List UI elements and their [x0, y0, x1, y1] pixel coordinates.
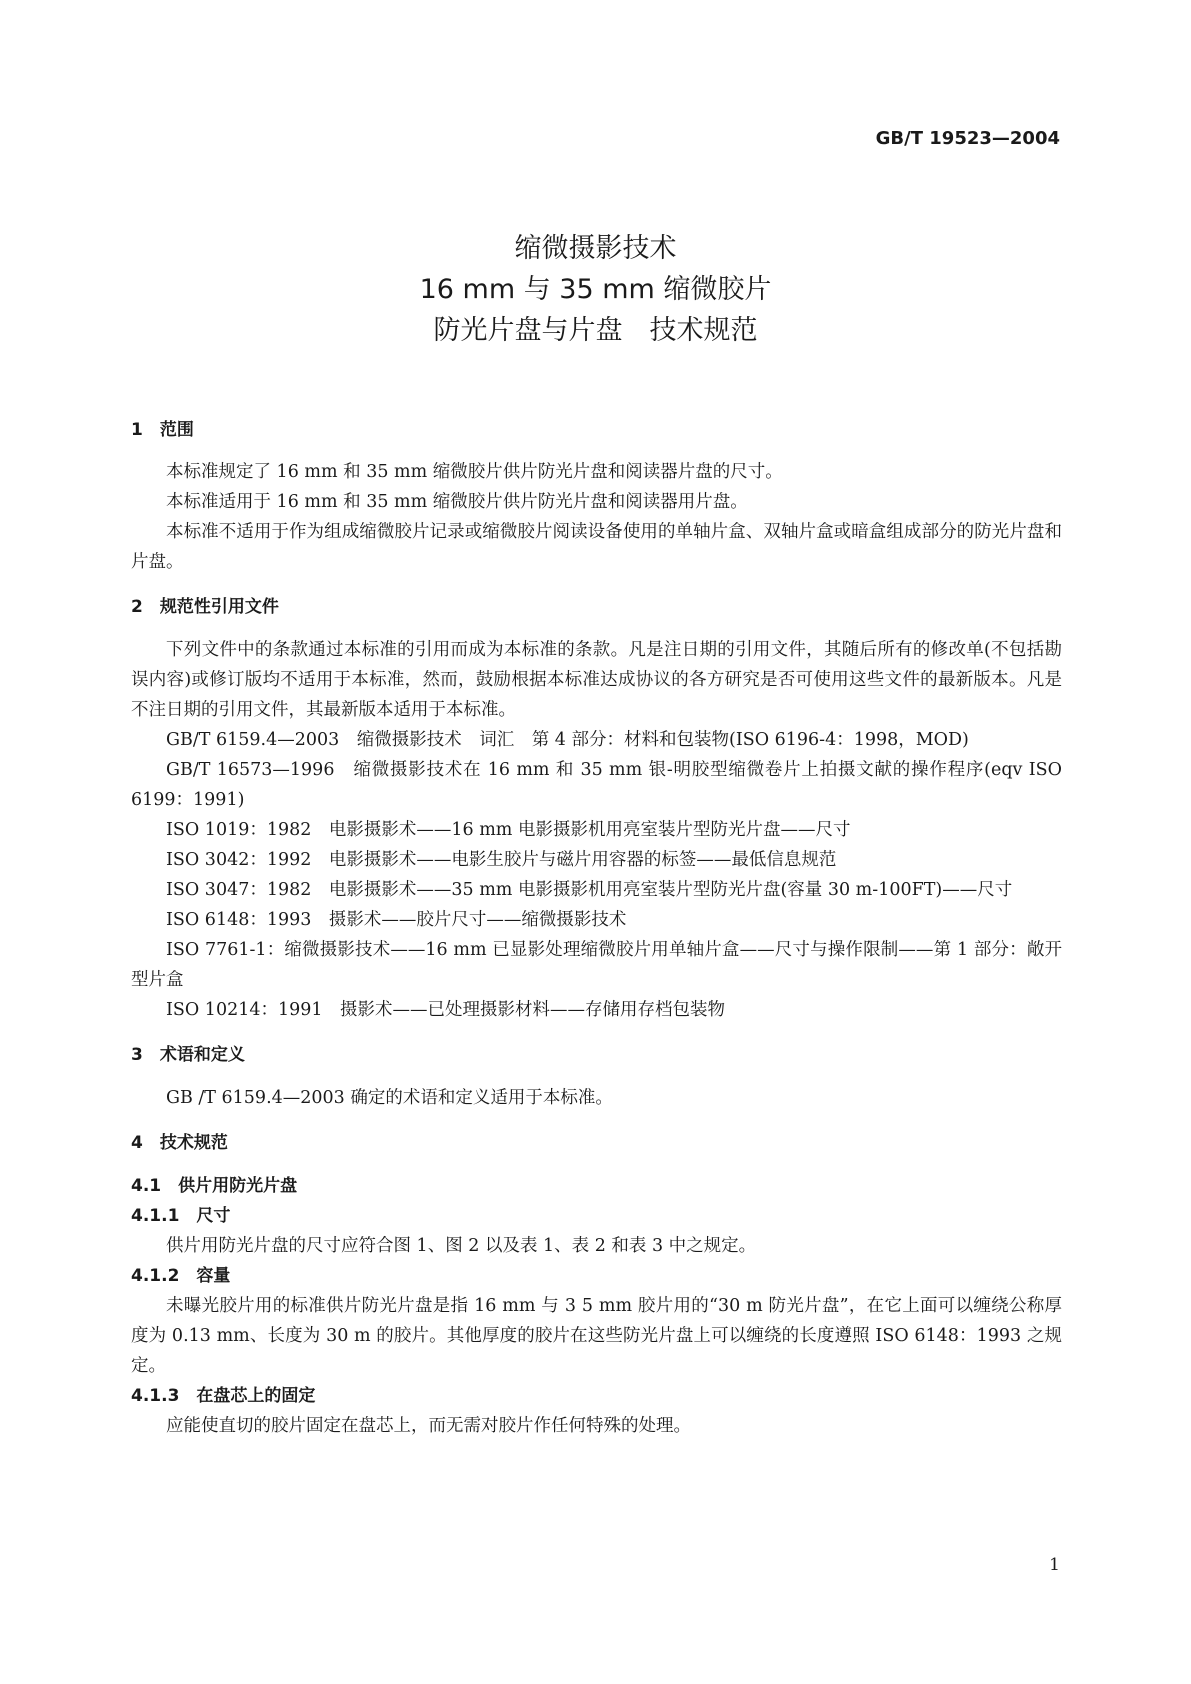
section-1-heading: 1 范围 [131, 420, 194, 440]
reference-item: ISO 7761-1：缩微摄影技术——16 mm 已显影处理缩微胶片用单轴片盒——尺寸与操作限制——第 1 部分：敞开型片盒 [131, 940, 1062, 990]
document-title [0, 228, 1191, 351]
standard-code: GB/T 19523—2004 [875, 128, 1060, 149]
document-body [131, 415, 1068, 1441]
subsection-4-1-2-heading: 4.1.2 容量 [131, 1266, 231, 1286]
subsection-4-1-1-paragraph: 供片用防光片盘的尺寸应符合图 1、图 2 以及表 1、表 2 和表 3 中之规定。 [166, 1236, 757, 1256]
reference-item: ISO 10214：1991 摄影术——已处理摄影材料——存储用存档包装物 [166, 1000, 726, 1020]
page-number: 1 [1049, 1555, 1060, 1575]
section-2-intro: 下列文件中的条款通过本标准的引用而成为本标准的条款。凡是注日期的引用文件，其随后所有的修改单(不包括勘误内容)或修订版均不适用于本标准，然而，鼓励根据本标准达成协议的各方研究是否可使用这些文件的最新版本。凡是不注日期的引用文件，其最新版本适用于本标准。 [131, 640, 1062, 720]
title-line-1: 缩微摄影技术 [514, 233, 677, 264]
section-1-paragraph: 本标准适用于 16 mm 和 35 mm 缩微胶片供片防光片盘和阅读器用片盘。 [166, 492, 748, 512]
reference-item: ISO 3042：1992 电影摄影术——电影生胶片与磁片用容器的标签——最低信息规范 [166, 850, 837, 870]
reference-item: GB/T 16573—1996 缩微摄影技术在 16 mm 和 35 mm 银-明胶型缩微卷片上拍摄文献的操作程序(eqv ISO 6199：1991) [131, 760, 1068, 810]
reference-item: ISO 1019：1982 电影摄影术——16 mm 电影摄影机用亮室装片型防光片盘——尺寸 [166, 820, 851, 840]
section-4-heading: 4 技术规范 [131, 1133, 228, 1153]
subsection-4-1-1-heading: 4.1.1 尺寸 [131, 1206, 231, 1226]
subsection-4-1-3-heading: 4.1.3 在盘芯上的固定 [131, 1386, 316, 1406]
reference-item: GB/T 6159.4—2003 缩微摄影技术 词汇 第 4 部分：材料和包装物(ISO 6196-4：1998，MOD) [166, 730, 969, 750]
subsection-4-1-heading: 4.1 供片用防光片盘 [131, 1176, 298, 1196]
reference-item: ISO 6148：1993 摄影术——胶片尺寸——缩微摄影技术 [166, 910, 627, 930]
title-line-3: 防光片盘与片盘 技术规范 [433, 315, 758, 346]
subsection-4-1-3-paragraph: 应能使直切的胶片固定在盘芯上，而无需对胶片作任何特殊的处理。 [166, 1416, 691, 1436]
reference-item: ISO 3047：1982 电影摄影术——35 mm 电影摄影机用亮室装片型防光片盘(容量 30 m-100FT)——尺寸 [166, 880, 1013, 900]
subsection-4-1-2-paragraph: 未曝光胶片用的标准供片防光片盘是指 16 mm 与 3 5 mm 胶片用的“30 m 防光片盘”，在它上面可以缠绕公称厚度为 0.13 mm、长度为 30 m 的胶片。其他厚度的胶片在这些防光片盘上可以缠绕的长度遵照 ISO 6148：1993 之规定。 [131, 1296, 1062, 1376]
title-line-2: 16 mm 与 35 mm 缩微胶片 [419, 274, 772, 305]
section-1-paragraph: 本标准规定了 16 mm 和 35 mm 缩微胶片供片防光片盘和阅读器片盘的尺寸。 [166, 462, 783, 482]
section-2-heading: 2 规范性引用文件 [131, 597, 279, 617]
section-3-heading: 3 术语和定义 [131, 1045, 245, 1065]
section-1-paragraph: 本标准不适用于作为组成缩微胶片记录或缩微胶片阅读设备使用的单轴片盒、双轴片盒或暗盒组成部分的防光片盘和片盘。 [131, 522, 1062, 572]
section-3-paragraph: GB /T 6159.4—2003 确定的术语和定义适用于本标准。 [166, 1088, 613, 1108]
